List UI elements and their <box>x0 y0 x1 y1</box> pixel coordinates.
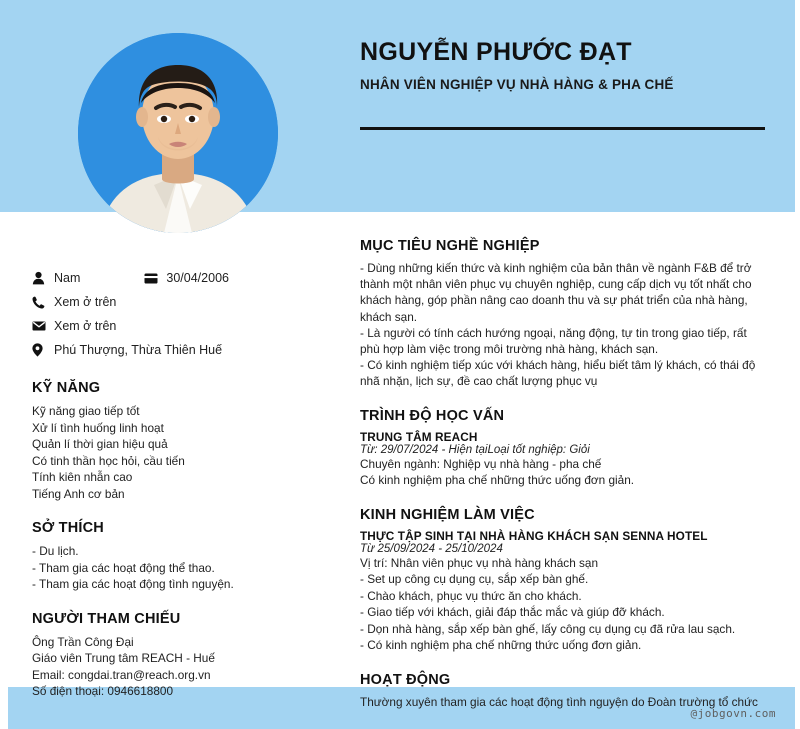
email-value: Xem ở trên <box>54 319 117 333</box>
reference-heading: NGƯỜI THAM CHIẾU <box>32 610 181 627</box>
calendar-icon <box>144 273 166 284</box>
experience-position: THỰC TẬP SINH TẠI NHÀ HÀNG KHÁCH SẠN SENNA HOTEL <box>360 528 708 543</box>
skill-item: Quản lí thời gian hiệu quả <box>32 437 168 451</box>
objective-paragraph: - Dùng những kiến thức và kinh nghiệm của bản thân về ngành F&B để trở thành một nhân viên phục vụ chuyên nghiệp, cung cấp dịch vụ tốt nhất cho khách hàng, góp phần nâng cao doanh thu và sự phát triển của nhà hàng, khách sạn. <box>360 261 752 324</box>
education-school: TRUNG TÂM REACH <box>360 429 478 444</box>
objective-paragraph: - Có kinh nghiệm tiếp xúc với khách hàng, hiểu biết tâm lý khách, có thái độ nhã nhặn, lịch sự, đề cao chất lượng phục vụ <box>360 358 756 389</box>
watermark: @jobgovn.com <box>690 707 776 720</box>
contact-row-address <box>32 338 332 362</box>
experience-line: - Dọn nhà hàng, sắp xếp bàn ghế, lấy công cụ dụng cụ đã rửa lau sạch. <box>360 621 736 636</box>
section-objective <box>360 238 768 390</box>
skill-item: Xử lí tình huống linh hoạt <box>32 420 164 435</box>
header-block <box>360 38 780 92</box>
contact-block <box>32 266 332 362</box>
section-activities <box>360 672 768 711</box>
education-line: Có kinh nghiệm pha chế những thức uống đơn giản. <box>360 473 635 488</box>
education-date: Từ: 29/07/2024 - Hiện tạiLoại tốt nghiệp: Giỏi <box>360 443 590 456</box>
skill-item: Tiếng Anh cơ bản <box>32 486 125 501</box>
avatar <box>78 33 278 233</box>
page-title: NGUYỄN PHƯỚC ĐẠT <box>360 38 632 66</box>
reference-line: Số điện thoại: 0946618800 <box>32 684 174 698</box>
reference-line: Ông Trần Công Đại <box>32 634 134 649</box>
person-icon <box>32 271 54 285</box>
location-pin-icon <box>32 343 54 357</box>
left-column <box>32 266 332 700</box>
birthday-value: 30/04/2006 <box>166 271 229 285</box>
envelope-icon <box>32 321 54 331</box>
hobby-item: - Tham gia các hoạt động tình nguyện. <box>32 577 234 591</box>
objective-heading: MỤC TIÊU NGHỀ NGHIỆP <box>360 238 540 254</box>
skill-item: Kỹ năng giao tiếp tốt <box>32 404 140 418</box>
education-heading: TRÌNH ĐỘ HỌC VẤN <box>360 407 505 424</box>
hobbies-heading: SỞ THÍCH <box>32 520 104 536</box>
experience-line: - Giao tiếp với khách, giải đáp thắc mắc và giúp đỡ khách. <box>360 605 665 620</box>
portrait-photo <box>78 33 278 233</box>
section-reference <box>32 611 332 700</box>
experience-line: Vị trí: Nhân viên phục vụ nhà hàng khách sạn <box>360 555 599 570</box>
education-line: Chuyên ngành: Nghiệp vụ nhà hàng - pha chế <box>360 456 602 471</box>
experience-line: - Chào khách, phục vụ thức ăn cho khách. <box>360 588 582 603</box>
experience-date: Từ 25/09/2024 - 25/10/2024 <box>360 542 503 555</box>
job-title: NHÂN VIÊN NGHIỆP VỤ NHÀ HÀNG & PHA CHẾ <box>360 76 674 92</box>
phone-icon <box>32 296 54 309</box>
phone-value: Xem ở trên <box>54 295 117 309</box>
section-skills <box>32 380 332 502</box>
contact-row-gender-birthday <box>32 266 332 290</box>
section-experience <box>360 507 768 654</box>
skill-item: Có tinh thần học hỏi, cầu tiến <box>32 453 185 468</box>
reference-line: Giáo viên Trung tâm REACH - Huế <box>32 651 215 665</box>
contact-row-email <box>32 314 332 338</box>
activities-heading: HOẠT ĐỘNG <box>360 671 451 688</box>
reference-line: Email: congdai.tran@reach.org.vn <box>32 667 211 682</box>
skill-item: Tính kiên nhẫn cao <box>32 470 133 484</box>
section-education <box>360 408 768 489</box>
header-divider <box>360 127 765 130</box>
address-value: Phú Thượng, Thừa Thiên Huế <box>54 343 223 357</box>
activities-line: Thường xuyên tham gia các hoạt động tình nguyện do Đoàn trường tổ chức <box>360 694 758 709</box>
hobby-item: - Du lịch. <box>32 544 79 558</box>
right-column <box>360 238 768 710</box>
section-hobbies <box>32 520 332 593</box>
experience-line: - Có kinh nghiệm pha chế những thức uống đơn giản. <box>360 638 642 653</box>
skills-heading: KỸ NĂNG <box>32 380 101 396</box>
experience-line: - Set up công cụ dụng cụ, sắp xếp bàn ghế. <box>360 572 589 587</box>
contact-row-phone <box>32 290 332 314</box>
objective-paragraph: - Là người có tính cách hướng ngoại, năng động, tự tin trong giao tiếp, rất phù hợp làm việc trong môi trường nhà hàng, khách sạn. <box>360 325 747 357</box>
experience-heading: KINH NGHIỆM LÀM VIỆC <box>360 506 535 523</box>
gender-value: Nam <box>54 271 81 285</box>
hobby-item: - Tham gia các hoạt động thể thao. <box>32 560 215 575</box>
